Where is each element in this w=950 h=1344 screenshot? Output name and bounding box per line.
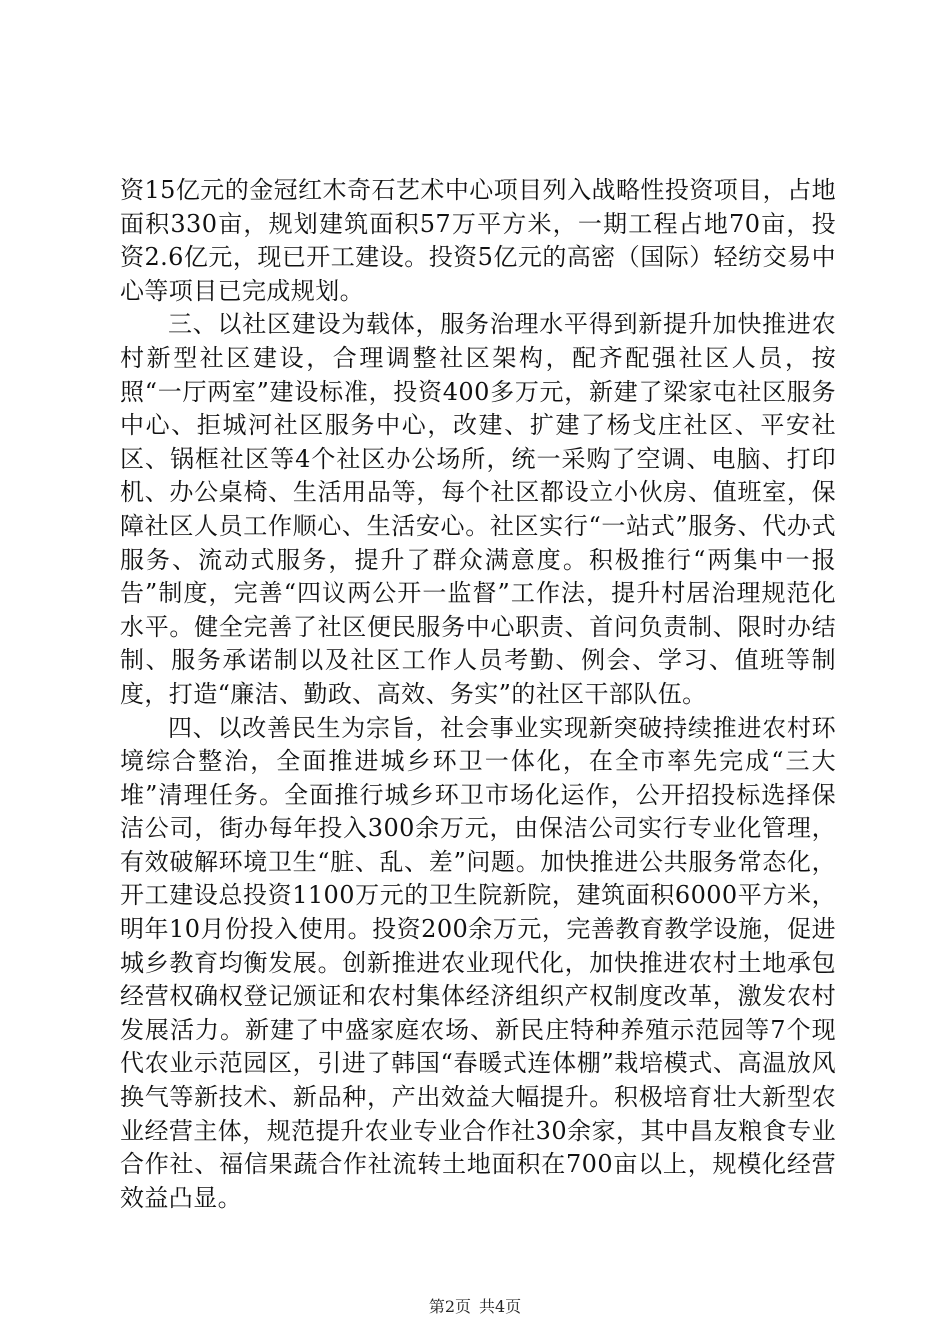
paragraph-community-building: 三、以社区建设为载体，服务治理水平得到新提升加快推进农村新型社区建设，合理调整社区架构，配齐配强社区人员，按照“一厅两室”建设标准，投资400多万元，新建了梁家屯社区服务中心、拒城河社区服务中心，改建、扩建了杨戈庄社区、平安社区、锅框社区等4个社区办公场所，统一采购了空调、电脑、打印机、办公桌椅、生活用品等，每个社区都设立小伙房、值班室，保障社区人员工作顺心、生活安心。社区实行“一站式”服务、代办式服务、流动式服务，提升了群众满意度。积极推行“两集中一报告”制度，完善“四议两公开一监督”工作法，提升村居治理规范化水平。健全完善了社区便民服务中心职责、首问负责制、限时办结制、服务承诺制以及社区工作人员考勤、例会、学习、值班等制度，打造“廉洁、勤政、高效、务实”的社区干部队伍。 [120, 310, 836, 708]
paragraph-project-investment: 资15亿元的金冠红木奇石艺术中心项目列入战略性投资项目，占地面积330亩，规划建筑面积57万平方米，一期工程占地70亩，投资2.6亿元，现已开工建设。投资5亿元的高密（国际）轻纺交易中心等项目已完成规划。 [120, 176, 836, 305]
page-number: 第2页 [428, 1297, 471, 1316]
page-total: 共4页 [479, 1297, 522, 1316]
document-body [120, 174, 836, 1215]
paragraph-livelihood: 四、以改善民生为宗旨，社会事业实现新突破持续推进农村环境综合整治，全面推进城乡环卫一体化，在全市率先完成“三大堆”清理任务。全面推行城乡环卫市场化运作，公开招投标选择保洁公司，街办每年投入300余万元，由保洁公司实行专业化管理，有效破解环境卫生“脏、乱、差”问题。加快推进公共服务常态化，开工建设总投资1100万元的卫生院新院，建筑面积6000平方米，明年10月份投入使用。投资200余万元，完善教育教学设施，促进城乡教育均衡发展。创新推进农业现代化，加快推进农村土地承包经营权确权登记颁证和农村集体经济组织产权制度改革，激发农村发展活力。新建了中盛家庭农场、新民庄特种养殖示范园等7个现代农业示范园区，引进了韩国“春暖式连体棚”栽培模式、高温放风换气等新技术、新品种，产出效益大幅提升。积极培育壮大新型农业经营主体，规范提升农业专业合作社30余家，其中昌友粮食专业合作社、福信果蔬合作社流转土地面积在700亩以上，规模化经营效益凸显。 [120, 713, 836, 1212]
page-footer [0, 1297, 950, 1317]
